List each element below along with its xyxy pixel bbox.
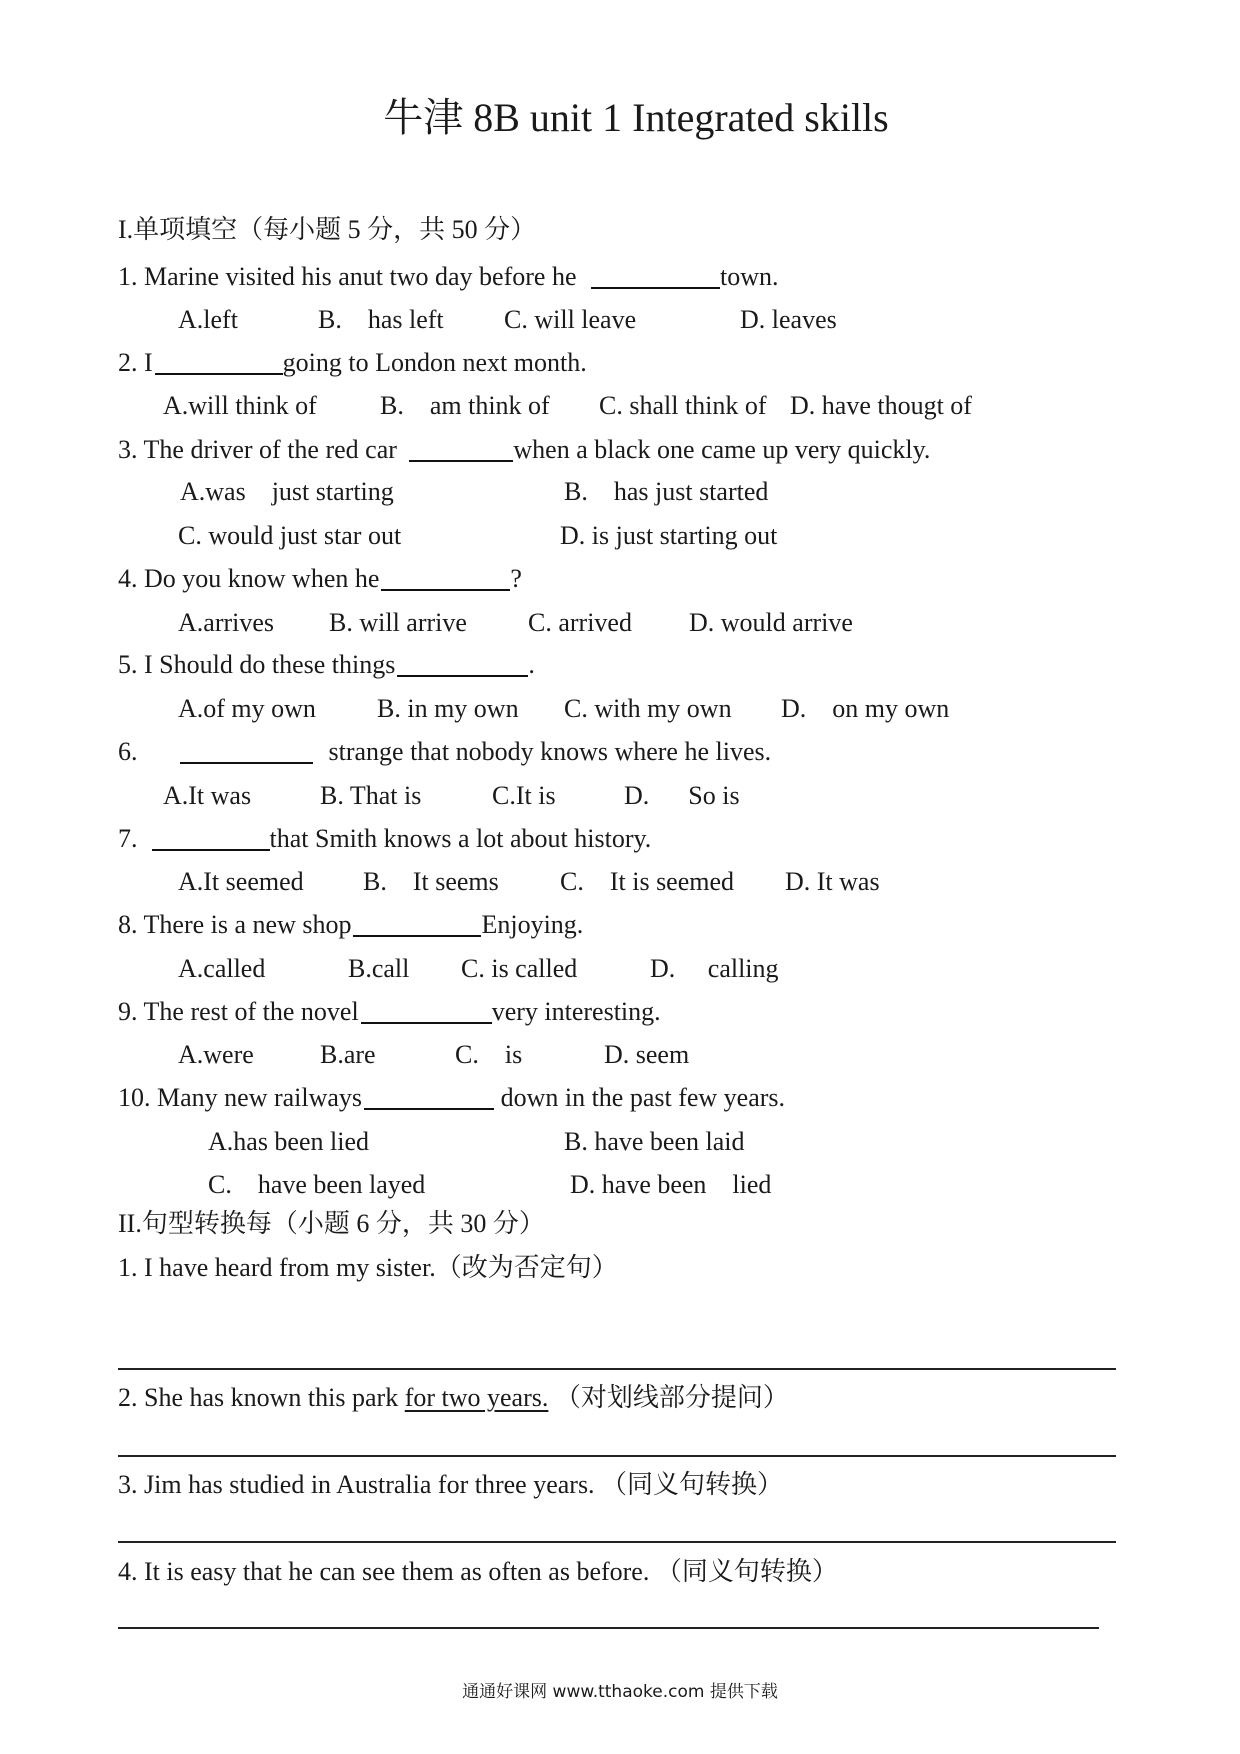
question-stem-end: down in the past few years. xyxy=(494,1083,786,1112)
option-c: C. It is seemed xyxy=(560,867,735,896)
question-7 xyxy=(0,823,1240,855)
question-stem-end: strange that nobody knows where he lives. xyxy=(328,737,772,766)
page-footer: 通通好课网 www.tthaoke.com 提供下载 xyxy=(462,1682,778,1702)
option-c: C.It is xyxy=(492,781,556,810)
answer-blank xyxy=(397,653,528,677)
answer-blank xyxy=(155,351,283,375)
option-c: C. arrived xyxy=(528,608,632,637)
question-stem: 9. The rest of the novel xyxy=(118,997,359,1026)
options-row xyxy=(0,780,1240,812)
answer-blank xyxy=(152,827,270,851)
section-heading-2: II.句型转换每（小题 6 分，共 30 分） xyxy=(118,1209,545,1238)
option-b: B.call xyxy=(348,954,410,983)
option-b: B. has left xyxy=(318,305,444,334)
options-row xyxy=(0,866,1240,898)
option-d: D. have thougt of xyxy=(790,391,972,420)
options-row xyxy=(0,476,1240,508)
option-a: A.will think of xyxy=(163,391,317,420)
option-c: C. is called xyxy=(461,954,578,983)
option-d: D. It was xyxy=(785,867,880,896)
section-heading-1: I.单项填空（每小题 5 分，共 50 分） xyxy=(118,215,537,244)
option-c: C. will leave xyxy=(504,305,637,334)
option-b: B. am think of xyxy=(380,391,550,420)
option-b: B. have been laid xyxy=(564,1127,745,1156)
question-6 xyxy=(0,736,1240,768)
option-c: C. shall think of xyxy=(599,391,767,420)
options-row xyxy=(0,693,1240,725)
option-d: D. is just starting out xyxy=(560,521,778,550)
question-stem: 8. There is a new shop xyxy=(118,910,352,939)
question-stem: 3. The driver of the red car xyxy=(118,435,404,464)
option-c: C. have been layed xyxy=(208,1170,426,1199)
question-stem: 10. Many new railways xyxy=(118,1083,363,1112)
question-stem-end: when a black one came up very quickly. xyxy=(513,435,931,464)
question-stem: 5. I Should do these things xyxy=(118,650,396,679)
transform-item-2 xyxy=(0,1382,1240,1414)
question-stem: 7. xyxy=(118,824,138,853)
option-a: A.It seemed xyxy=(178,867,304,896)
option-d: D. seem xyxy=(604,1040,690,1069)
options-row xyxy=(0,520,1240,552)
options-row xyxy=(0,607,1240,639)
option-b: B. It seems xyxy=(363,867,499,896)
option-d: D. calling xyxy=(650,954,779,983)
question-stem-end: town. xyxy=(720,262,779,291)
option-a: A.of my own xyxy=(178,694,316,723)
page-title: 牛津 8B unit 1 Integrated skills xyxy=(383,95,889,140)
option-b: B. in my own xyxy=(377,694,519,723)
option-d: D. would arrive xyxy=(689,608,853,637)
option-a: A.left xyxy=(178,305,238,334)
options-row xyxy=(0,1039,1240,1071)
question-1 xyxy=(0,261,1240,293)
option-b: B. That is xyxy=(320,781,422,810)
answer-blank xyxy=(591,265,720,289)
option-b: B. will arrive xyxy=(329,608,467,637)
transform-item-4: 4. It is easy that he can see them as often as before. （同义句转换） xyxy=(118,1557,838,1586)
option-b: B. has just started xyxy=(564,477,769,506)
options-row xyxy=(0,1169,1240,1201)
option-a: A.has been lied xyxy=(208,1127,370,1156)
answer-blank xyxy=(409,438,513,462)
option-c: C. is xyxy=(455,1040,523,1069)
options-row xyxy=(0,953,1240,985)
question-8 xyxy=(0,909,1240,941)
question-stem-end: very interesting. xyxy=(491,997,661,1026)
option-a: A.called xyxy=(178,954,266,983)
option-d: D. leaves xyxy=(740,305,837,334)
question-3 xyxy=(0,434,1240,466)
transform-item-3: 3. Jim has studied in Australia for three years. （同义句转换） xyxy=(118,1470,784,1499)
answer-blank xyxy=(180,740,313,764)
options-row xyxy=(0,390,1240,422)
option-d: D. So is xyxy=(624,781,740,810)
question-stem: 4. Do you know when he xyxy=(118,564,380,593)
question-stem-end: going to London next month. xyxy=(282,348,587,377)
answer-blank xyxy=(364,1086,494,1110)
option-c: C. with my own xyxy=(564,694,732,723)
question-10 xyxy=(0,1082,1240,1114)
question-4 xyxy=(0,563,1240,595)
options-row xyxy=(0,1126,1240,1158)
question-stem: 6. xyxy=(118,737,138,766)
answer-blank xyxy=(353,913,481,937)
question-stem: 1. Marine visited his anut two day before he xyxy=(118,262,583,291)
answer-line xyxy=(118,1455,1116,1457)
option-a: A.It was xyxy=(163,781,252,810)
option-c: C. would just star out xyxy=(178,521,402,550)
transform-item-1: 1. I have heard from my sister.（改为否定句） xyxy=(118,1253,618,1282)
question-stem-end: . xyxy=(528,650,535,679)
underlined-phrase: for two years. xyxy=(404,1383,549,1412)
question-5 xyxy=(0,649,1240,681)
option-d: D. have been lied xyxy=(570,1170,772,1199)
option-a: A.was just starting xyxy=(180,477,394,506)
question-2 xyxy=(0,347,1240,379)
question-stem-end: ? xyxy=(510,564,522,593)
item-instruction: （对划线部分提问） xyxy=(548,1383,789,1412)
answer-blank xyxy=(381,567,510,591)
option-b: B.are xyxy=(320,1040,376,1069)
answer-blank xyxy=(361,1000,492,1024)
question-stem-end: that Smith knows a lot about history. xyxy=(269,824,652,853)
option-a: A.arrives xyxy=(178,608,275,637)
answer-line xyxy=(118,1541,1116,1543)
option-a: A.were xyxy=(178,1040,254,1069)
answer-line xyxy=(118,1627,1099,1629)
question-9 xyxy=(0,996,1240,1028)
answer-line xyxy=(118,1368,1116,1370)
question-stem-end: Enjoying. xyxy=(481,910,584,939)
option-d: D. on my own xyxy=(781,694,950,723)
options-row xyxy=(0,304,1240,336)
question-stem: 2. I xyxy=(118,348,153,377)
item-text: 2. She has known this park xyxy=(118,1383,405,1412)
